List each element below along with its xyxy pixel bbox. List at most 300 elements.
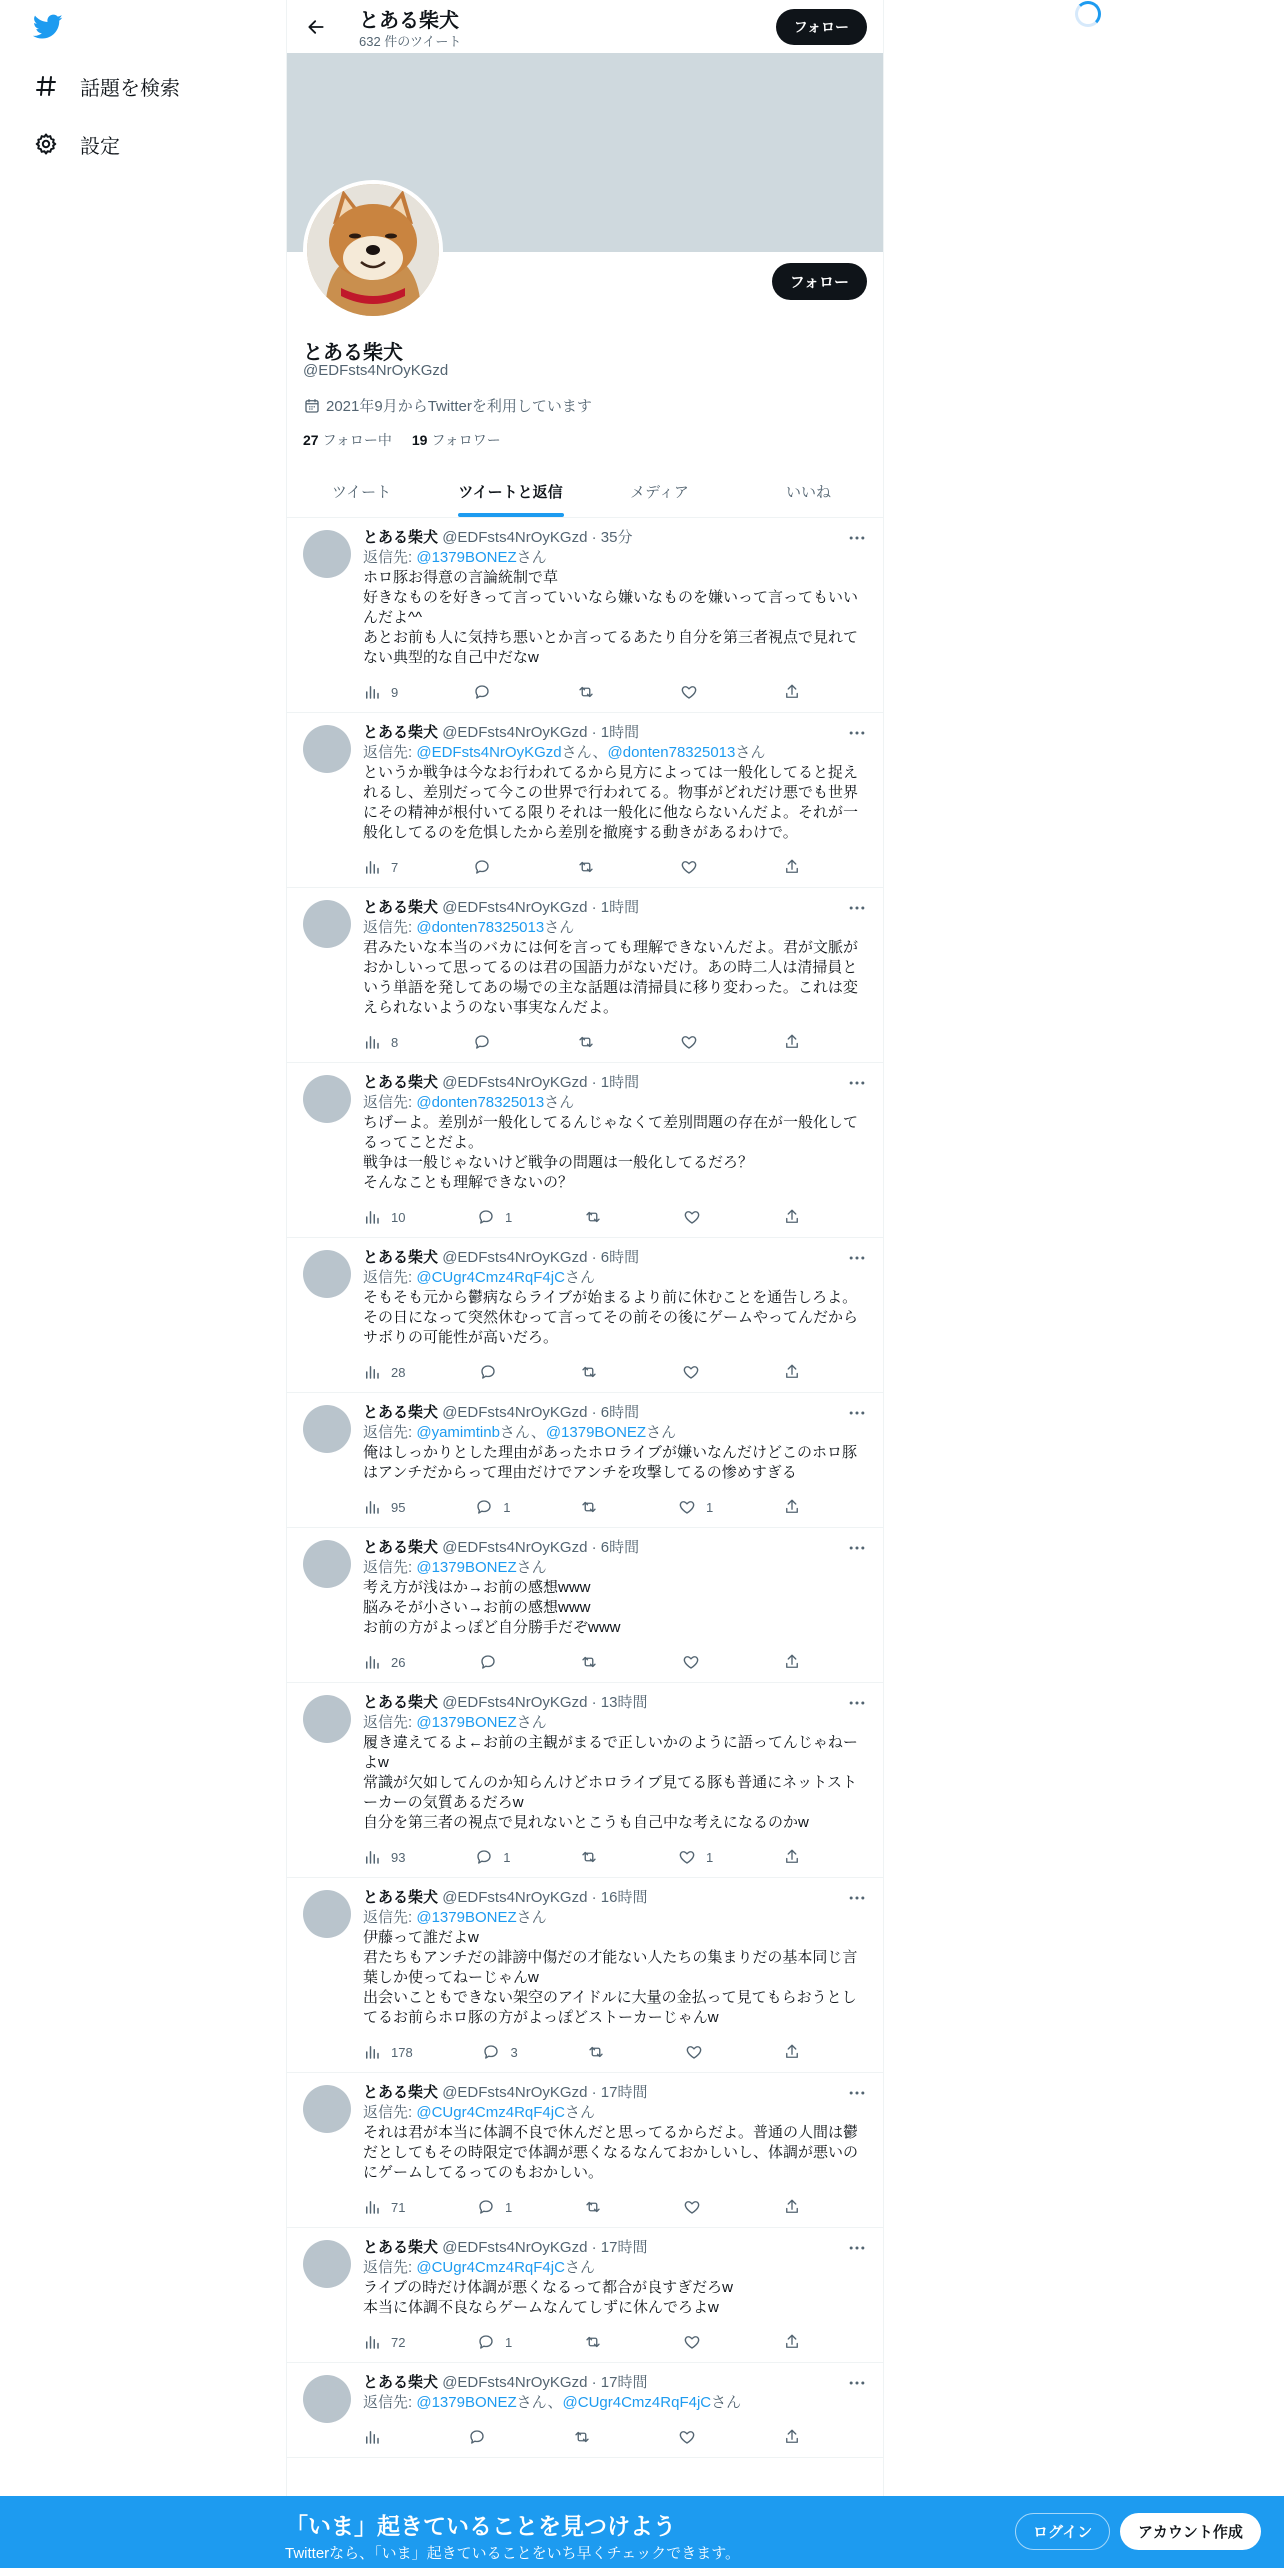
retweet-button[interactable]: [587, 2043, 615, 2061]
tweet-text: というか戦争は今なお行われてるから見方によっては一般化してると捉えれるし、差別だって今この世界で行われてる。物事がどれだけ悪でも世界にその精神が根付いてる限りそれは一般化に他ならないんだよ。それが一般化してるのを危惧したから差別を撤廃する動きがあるわけで。: [363, 764, 859, 841]
reply-button[interactable]: [482, 2043, 517, 2061]
share-button[interactable]: [783, 1363, 803, 1381]
retweet-icon: [584, 1208, 602, 1226]
like-count: 1: [706, 1499, 714, 1515]
reply-prefix: 返信先:: [363, 744, 417, 761]
tweet-avatar[interactable]: [303, 2240, 351, 2288]
reply-suffix: さん: [544, 1094, 575, 1111]
tweet-actions: [363, 2032, 803, 2072]
profile-avatar[interactable]: [303, 180, 443, 320]
like-count: 1: [706, 1849, 714, 1865]
tweet-author-name[interactable]: とある柴犬: [363, 2084, 439, 2101]
tweet-handle-time[interactable]: @EDFsts4NrOyKGzd · 17時間: [442, 2239, 648, 2256]
heart-icon: [682, 1363, 700, 1381]
profile-stats: [303, 430, 521, 450]
tweet[interactable]: [287, 1238, 883, 1393]
like-button[interactable]: [678, 1498, 713, 1516]
reply-to-link[interactable]: @1379BONEZ: [545, 1424, 647, 1441]
reply-to-link[interactable]: @donten78325013: [607, 744, 736, 761]
more-options-icon[interactable]: [847, 898, 867, 918]
views-count: 93: [391, 1849, 406, 1865]
reply-to-link[interactable]: @1379BONEZ: [416, 1714, 517, 1731]
retweet-icon: [584, 2333, 602, 2351]
more-options-icon[interactable]: [847, 1248, 867, 1268]
heart-icon: [680, 1033, 698, 1051]
bar-chart-icon: [363, 2043, 381, 2061]
more-options-icon[interactable]: [847, 2373, 867, 2393]
retweet-icon: [580, 1848, 598, 1866]
reply-button[interactable]: [477, 1208, 512, 1226]
retweet-button[interactable]: [584, 2333, 612, 2351]
share-button[interactable]: [783, 858, 803, 876]
tweet-text: 伊藤って誰だよw 君たちもアンチだの誹謗中傷だの才能ない人たちの集まりだの基本同じ言葉しか使ってねーじゃんw 出会いこともできない架空のアイドルに大量の金払って見てもらおうとしてるお前らホロ豚の方がよっぽどストーカーじゃんw: [363, 1929, 858, 2026]
tweet-actions: [363, 2417, 803, 2457]
tweet-handle-time[interactable]: @EDFsts4NrOyKGzd · 17時間: [442, 2374, 648, 2391]
like-button[interactable]: [683, 2198, 711, 2216]
tweet-handle-time[interactable]: @EDFsts4NrOyKGzd · 13時間: [442, 1694, 648, 1711]
tweet-header: [363, 2373, 867, 2393]
tweet-author-name[interactable]: とある柴犬: [363, 1404, 439, 1421]
share-icon: [783, 2428, 801, 2446]
tweet-header: [363, 1888, 867, 1908]
reply-prefix: 返信先:: [363, 2259, 417, 2276]
reply-icon: [473, 1033, 491, 1051]
reply-count: 1: [503, 1499, 511, 1515]
reply-to-link[interactable]: @donten78325013: [416, 1094, 545, 1111]
views-button[interactable]: [363, 1498, 405, 1516]
tweet-avatar[interactable]: [303, 900, 351, 948]
views-count: 26: [391, 1654, 406, 1670]
reply-icon: [479, 1363, 497, 1381]
like-button[interactable]: [682, 1653, 710, 1671]
tweet-text: 考え方が浅はか→お前の感想www 脳みそが小さい→お前の感想www お前の方がよっぽど自分勝手だぞwww: [363, 1579, 621, 1636]
views-count: 72: [391, 2334, 406, 2350]
reply-prefix: 返信先:: [363, 1714, 417, 1731]
reply-suffix: さん: [516, 1559, 547, 1576]
following-label: フォロー中: [322, 432, 392, 448]
retweet-icon: [587, 2043, 605, 2061]
reply-prefix: 返信先:: [363, 2104, 417, 2121]
reply-suffix: さん: [516, 1909, 547, 1926]
arrow-left-icon: [306, 17, 326, 37]
tweet-author-name[interactable]: とある柴犬: [363, 1539, 439, 1556]
tweet-reply-context: [363, 1908, 867, 1928]
retweet-button[interactable]: [580, 1363, 608, 1381]
tweet-actions: [363, 1352, 803, 1392]
reply-prefix: 返信先:: [363, 1909, 417, 1926]
tweet-actions: [363, 1487, 803, 1527]
tweet[interactable]: [287, 1063, 883, 1238]
tweet[interactable]: [287, 2073, 883, 2228]
reply-icon: [468, 2428, 486, 2446]
views-button[interactable]: [363, 683, 398, 701]
tweet[interactable]: [287, 1878, 883, 2073]
tab-likes[interactable]: いいね: [785, 483, 831, 501]
nav-explore[interactable]: [34, 66, 180, 106]
reply-icon: [482, 2043, 500, 2061]
share-icon: [783, 2198, 801, 2216]
tweet-handle-time[interactable]: @EDFsts4NrOyKGzd · 1時間: [442, 1074, 640, 1091]
signup-button[interactable]: アカウント作成: [1120, 2513, 1261, 2550]
reply-icon: [477, 2198, 495, 2216]
reply-count: 3: [510, 2044, 518, 2060]
heart-icon: [678, 1848, 696, 1866]
reply-to-link[interactable]: @CUgr4Cmz4RqF4jC: [562, 2394, 712, 2411]
tweet-header: [363, 1538, 867, 1558]
retweet-button[interactable]: [580, 1848, 608, 1866]
retweet-button[interactable]: [577, 683, 605, 701]
like-button[interactable]: [683, 1208, 711, 1226]
more-options-icon[interactable]: [847, 1073, 867, 1093]
tweet-text: ライブの時だけ体調が悪くなるって都合が良すぎだろw 本当に体調不良ならゲームなんてしずに休んでろよw: [363, 2279, 733, 2316]
tweet-author-name[interactable]: とある柴犬: [363, 724, 439, 741]
tweet-actions: [363, 2322, 803, 2362]
tweet-handle-time[interactable]: @EDFsts4NrOyKGzd · 17時間: [442, 2084, 648, 2101]
tweet-avatar[interactable]: [303, 1405, 351, 1453]
retweet-icon: [577, 683, 595, 701]
views-count: 7: [391, 859, 399, 875]
bar-chart-icon: [363, 1848, 381, 1866]
tweet-author-name[interactable]: とある柴犬: [363, 2374, 439, 2391]
reply-prefix: 返信先:: [363, 1424, 417, 1441]
profile-name: とある柴犬: [303, 342, 403, 364]
reply-icon: [475, 1848, 493, 1866]
retweet-icon: [577, 1033, 595, 1051]
tweet-actions: [363, 1022, 803, 1062]
tweet-handle-time[interactable]: @EDFsts4NrOyKGzd · 6時間: [442, 1539, 640, 1556]
tweet-avatar[interactable]: [303, 1695, 351, 1743]
reply-prefix: 返信先:: [363, 549, 417, 566]
heart-icon: [683, 1208, 701, 1226]
share-icon: [783, 1848, 801, 1866]
profile-handle: @EDFsts4NrOyKGzd: [303, 362, 449, 379]
share-icon: [783, 683, 801, 701]
reply-suffix: さん: [564, 2259, 595, 2276]
avatar-image: [307, 184, 439, 316]
reply-suffix: さん: [564, 2104, 595, 2121]
reply-button[interactable]: [473, 683, 501, 701]
more-options-icon[interactable]: [847, 1538, 867, 1558]
heart-icon: [678, 1498, 696, 1516]
share-button[interactable]: [783, 2198, 803, 2216]
reply-suffix: さん: [516, 1714, 547, 1731]
reply-icon: [477, 2333, 495, 2351]
tweet-handle-time[interactable]: @EDFsts4NrOyKGzd · 6時間: [442, 1404, 640, 1421]
nav-explore-label: 話題を検索: [80, 77, 180, 100]
reply-button[interactable]: [473, 858, 501, 876]
tweet-avatar[interactable]: [303, 1250, 351, 1298]
tweet-handle-time[interactable]: @EDFsts4NrOyKGzd · 35分: [442, 529, 633, 546]
profile-header-bar: [287, 0, 883, 53]
views-button[interactable]: [363, 1208, 405, 1226]
share-button[interactable]: [783, 1208, 803, 1226]
reply-suffix: さん: [544, 919, 575, 936]
tweet[interactable]: [287, 2363, 883, 2458]
reply-separator: さん、: [516, 2394, 563, 2411]
reply-count: 1: [505, 2334, 513, 2350]
tweet-author-name[interactable]: とある柴犬: [363, 2239, 439, 2256]
reply-button[interactable]: [479, 1653, 507, 1671]
tweet-reply-context: [363, 1558, 867, 1578]
tweet-avatar[interactable]: [303, 725, 351, 773]
views-button[interactable]: [363, 2198, 405, 2216]
share-icon: [783, 1653, 801, 1671]
retweet-button[interactable]: [573, 2428, 601, 2446]
more-options-icon[interactable]: [847, 723, 867, 743]
views-button[interactable]: [363, 1653, 405, 1671]
profile-joined: [303, 395, 592, 416]
like-button[interactable]: [678, 1848, 713, 1866]
retweet-icon: [584, 2198, 602, 2216]
reply-suffix: さん: [564, 1269, 595, 1286]
tweet-header: [363, 1073, 867, 1093]
tweet-author-name[interactable]: とある柴犬: [363, 529, 439, 546]
followers-link[interactable]: [412, 430, 501, 450]
retweet-button[interactable]: [580, 1498, 608, 1516]
header-tweet-count: 632 件のツイート: [359, 34, 462, 49]
tab-tweets[interactable]: ツイート: [331, 483, 392, 501]
retweet-button[interactable]: [584, 1208, 612, 1226]
views-button[interactable]: [363, 858, 398, 876]
tweet-actions: [363, 1837, 803, 1877]
hashtag-icon: [34, 74, 58, 98]
tweet-actions: [363, 1197, 803, 1237]
reply-to-link[interactable]: @CUgr4Cmz4RqF4jC: [416, 1269, 565, 1286]
tweet-text: ちげーよ。差別が一般化してるんじゃなくて差別問題の存在が一般化してるってことだよ。 戦争は一般じゃないけど戦争の問題は一般化してるだろ？ そんなことも理解できないの？: [363, 1114, 859, 1191]
profile-column: [286, 0, 884, 2568]
share-icon: [783, 1033, 801, 1051]
following-count: 27: [303, 432, 319, 448]
views-button[interactable]: [363, 2428, 391, 2446]
loading-spinner-icon: [1075, 1, 1101, 27]
reply-prefix: 返信先:: [363, 1269, 417, 1286]
tweet-author-name[interactable]: とある柴犬: [363, 1889, 439, 1906]
tweet-text: 履き違えてるよ←お前の主観がまるで正しいかのように語ってんじゃねーよw 常識が欠如してんのか知らんけどホロライブ見てる豚も普通にネットストーカーの気質あるだろw 自分を第三者の視点で見れないとこうも自己中な考えになるのかw: [363, 1734, 858, 1831]
header-follow-button[interactable]: フォロー: [776, 9, 867, 45]
tweet-header: [363, 898, 867, 918]
bar-chart-icon: [363, 683, 381, 701]
tweet-avatar[interactable]: [303, 2085, 351, 2133]
bar-chart-icon: [363, 1653, 381, 1671]
more-options-icon[interactable]: [847, 1403, 867, 1423]
reply-button[interactable]: [468, 2428, 496, 2446]
reply-suffix: さん: [646, 1424, 677, 1441]
nav-settings[interactable]: [34, 124, 120, 164]
tweet-reply-context: [363, 1093, 867, 1113]
tweet-actions: [363, 847, 803, 887]
bar-chart-icon: [363, 1033, 381, 1051]
reply-button[interactable]: [475, 1498, 510, 1516]
tweet-avatar[interactable]: [303, 530, 351, 578]
reply-button[interactable]: [475, 1848, 510, 1866]
heart-icon: [683, 2333, 701, 2351]
tweet-handle-time[interactable]: @EDFsts4NrOyKGzd · 1時間: [442, 724, 640, 741]
tweet[interactable]: [287, 888, 883, 1063]
tweet-header: [363, 528, 867, 548]
share-button[interactable]: [783, 1848, 803, 1866]
like-button[interactable]: [680, 858, 708, 876]
tweet-handle-time[interactable]: @EDFsts4NrOyKGzd · 6時間: [442, 1249, 640, 1266]
views-button[interactable]: [363, 1363, 405, 1381]
retweet-button[interactable]: [577, 858, 605, 876]
views-count: 10: [391, 1209, 406, 1225]
tweet-actions: [363, 1642, 803, 1682]
tweet-text: そもそも元から鬱病ならライブが始まるより前に休むことを通告しろよ。その日になって突然休むって言ってその前その後にゲームやってんだからサボりの可能性が高いだろ。: [363, 1289, 859, 1346]
gear-icon: [34, 132, 58, 156]
share-button[interactable]: [783, 1033, 803, 1051]
reply-suffix: さん: [516, 549, 547, 566]
tweet-avatar[interactable]: [303, 1540, 351, 1588]
share-icon: [783, 2043, 801, 2061]
tweet-author-name[interactable]: とある柴犬: [363, 899, 439, 916]
like-button[interactable]: [680, 1033, 708, 1051]
share-button[interactable]: [783, 1653, 803, 1671]
views-count: 8: [391, 1034, 399, 1050]
views-button[interactable]: [363, 1848, 405, 1866]
back-button[interactable]: [299, 10, 333, 44]
tweet-reply-context: [363, 918, 867, 938]
calendar-icon: [303, 397, 321, 415]
retweet-icon: [580, 1498, 598, 1516]
share-icon: [783, 1363, 801, 1381]
reply-to-link[interactable]: @1379BONEZ: [416, 2394, 517, 2411]
share-button[interactable]: [783, 2333, 803, 2351]
more-options-icon[interactable]: [847, 2083, 867, 2103]
shiba-dog-icon: [307, 184, 439, 316]
reply-to-link[interactable]: @donten78325013: [416, 919, 545, 936]
reply-to-link[interactable]: @CUgr4Cmz4RqF4jC: [416, 2104, 565, 2121]
reply-to-link[interactable]: @EDFsts4NrOyKGzd: [416, 744, 562, 761]
profile-joined-text: 2021年9月からTwitterを利用しています: [326, 398, 592, 415]
retweet-button[interactable]: [584, 2198, 612, 2216]
bar-chart-icon: [363, 1208, 381, 1226]
bar-chart-icon: [363, 1363, 381, 1381]
signup-banner-subtitle: Twitterなら、「いま」起きていることをいち早くチェックできます。: [285, 2545, 741, 2562]
more-options-icon[interactable]: [847, 1888, 867, 1908]
retweet-icon: [580, 1653, 598, 1671]
reply-to-link[interactable]: @1379BONEZ: [416, 1909, 517, 1926]
reply-button[interactable]: [479, 1363, 507, 1381]
views-count: 9: [391, 684, 399, 700]
tweet-handle-time[interactable]: @EDFsts4NrOyKGzd · 16時間: [442, 1889, 648, 1906]
heart-icon: [680, 858, 698, 876]
more-options-icon[interactable]: [847, 1693, 867, 1713]
tab-media[interactable]: メディア: [630, 483, 689, 501]
tweet[interactable]: [287, 1393, 883, 1528]
tweet[interactable]: [287, 713, 883, 888]
reply-icon: [479, 1653, 497, 1671]
share-icon: [783, 858, 801, 876]
views-button[interactable]: [363, 2333, 405, 2351]
reply-to-link[interactable]: @CUgr4Cmz4RqF4jC: [416, 2259, 565, 2276]
views-count: 178: [391, 2044, 413, 2060]
tweet[interactable]: [287, 2228, 883, 2363]
twitter-bird-icon[interactable]: [33, 14, 63, 40]
tweet-avatar[interactable]: [303, 2375, 351, 2423]
tweet-reply-context: [363, 743, 867, 763]
reply-to-link[interactable]: @1379BONEZ: [416, 549, 517, 566]
tweet[interactable]: [287, 1528, 883, 1683]
reply-count: 1: [505, 1209, 513, 1225]
views-count: 71: [391, 2199, 406, 2215]
reply-prefix: 返信先:: [363, 919, 417, 936]
share-button[interactable]: [783, 2043, 803, 2061]
like-button[interactable]: [678, 2428, 706, 2446]
tweet-handle-time[interactable]: @EDFsts4NrOyKGzd · 1時間: [442, 899, 640, 916]
reply-icon: [473, 683, 491, 701]
tweet-actions: [363, 2187, 803, 2227]
share-button[interactable]: [783, 1498, 803, 1516]
tweet-feed: [287, 518, 883, 2458]
following-link[interactable]: [303, 430, 392, 450]
reply-button[interactable]: [473, 1033, 501, 1051]
tweet-reply-context: [363, 2393, 867, 2413]
reply-count: 1: [505, 2199, 513, 2215]
reply-to-link[interactable]: @1379BONEZ: [416, 1559, 517, 1576]
tweet-reply-context: [363, 1268, 867, 1288]
tweet-reply-context: [363, 2103, 867, 2123]
reply-prefix: 返信先:: [363, 1559, 417, 1576]
tweet-actions: [363, 672, 803, 712]
tweet-text: ホロ豚お得意の言論統制で草 好きなものを好きって言っていいなら嫌いなものを嫌いって言ってもいいんだよ^^ あとお前も人に気持ち悪いとか言ってるあたり自分を第三者視点で見れてない典型的な自己中だなw: [363, 569, 859, 666]
bar-chart-icon: [363, 858, 381, 876]
tab-tweets-and-replies[interactable]: ツイートと返信: [436, 465, 585, 517]
tweet-reply-context: [363, 2258, 867, 2278]
signup-banner-title: 「いま」起きていることを見つけよう: [285, 2513, 676, 2539]
profile-follow-button[interactable]: フォロー: [772, 263, 867, 300]
tweet-text: それは君が本当に体調不良で休んだと思ってるからだよ。普通の人間は鬱だとしてもその時限定で体調が悪くなるなんておかしいし、体調が悪いのにゲームしてるってのもおかしい。: [363, 2124, 859, 2181]
tweet-header: [363, 1693, 867, 1713]
share-button[interactable]: [783, 683, 803, 701]
reply-to-link[interactable]: @yamimtinb: [416, 1424, 500, 1441]
like-button[interactable]: [680, 683, 708, 701]
reply-button[interactable]: [477, 2333, 512, 2351]
heart-icon: [683, 2198, 701, 2216]
tweet-author-name[interactable]: とある柴犬: [363, 1694, 439, 1711]
header-title: とある柴犬: [359, 10, 459, 32]
reply-button[interactable]: [477, 2198, 512, 2216]
views-button[interactable]: [363, 1033, 398, 1051]
retweet-button[interactable]: [580, 1653, 608, 1671]
share-icon: [783, 1498, 801, 1516]
tweet-author-name[interactable]: とある柴犬: [363, 1249, 439, 1266]
retweet-button[interactable]: [577, 1033, 605, 1051]
tweet-author-name[interactable]: とある柴犬: [363, 1074, 439, 1091]
tweet-avatar[interactable]: [303, 1890, 351, 1938]
reply-prefix: 返信先:: [363, 2394, 417, 2411]
retweet-icon: [577, 858, 595, 876]
reply-suffix: さん: [711, 2394, 742, 2411]
like-button[interactable]: [683, 2333, 711, 2351]
tweet[interactable]: [287, 1683, 883, 1878]
tweet[interactable]: [287, 518, 883, 713]
like-button[interactable]: [682, 1363, 710, 1381]
share-button[interactable]: [783, 2428, 803, 2446]
login-button[interactable]: ログイン: [1015, 2513, 1110, 2550]
tweet-reply-context: [363, 1713, 867, 1733]
reply-separator: さん、: [561, 744, 608, 761]
views-button[interactable]: [363, 2043, 413, 2061]
more-options-icon[interactable]: [847, 2238, 867, 2258]
tweet-header: [363, 2083, 867, 2103]
like-button[interactable]: [685, 2043, 713, 2061]
tweet-text: 君みたいな本当のバカには何を言っても理解できないんだよ。君が文脈がおかしいって思ってるのは君の国語力がないだけ。あの時二人は清掃員という単語を発してあの場での主な話題は清掃員に移り変わった。これは変えられないようのない事実なんだよ。: [363, 939, 859, 1016]
more-options-icon[interactable]: [847, 528, 867, 548]
tweet-avatar[interactable]: [303, 1075, 351, 1123]
heart-icon: [685, 2043, 703, 2061]
reply-separator: さん、: [499, 1424, 546, 1441]
views-count: 95: [391, 1499, 406, 1515]
